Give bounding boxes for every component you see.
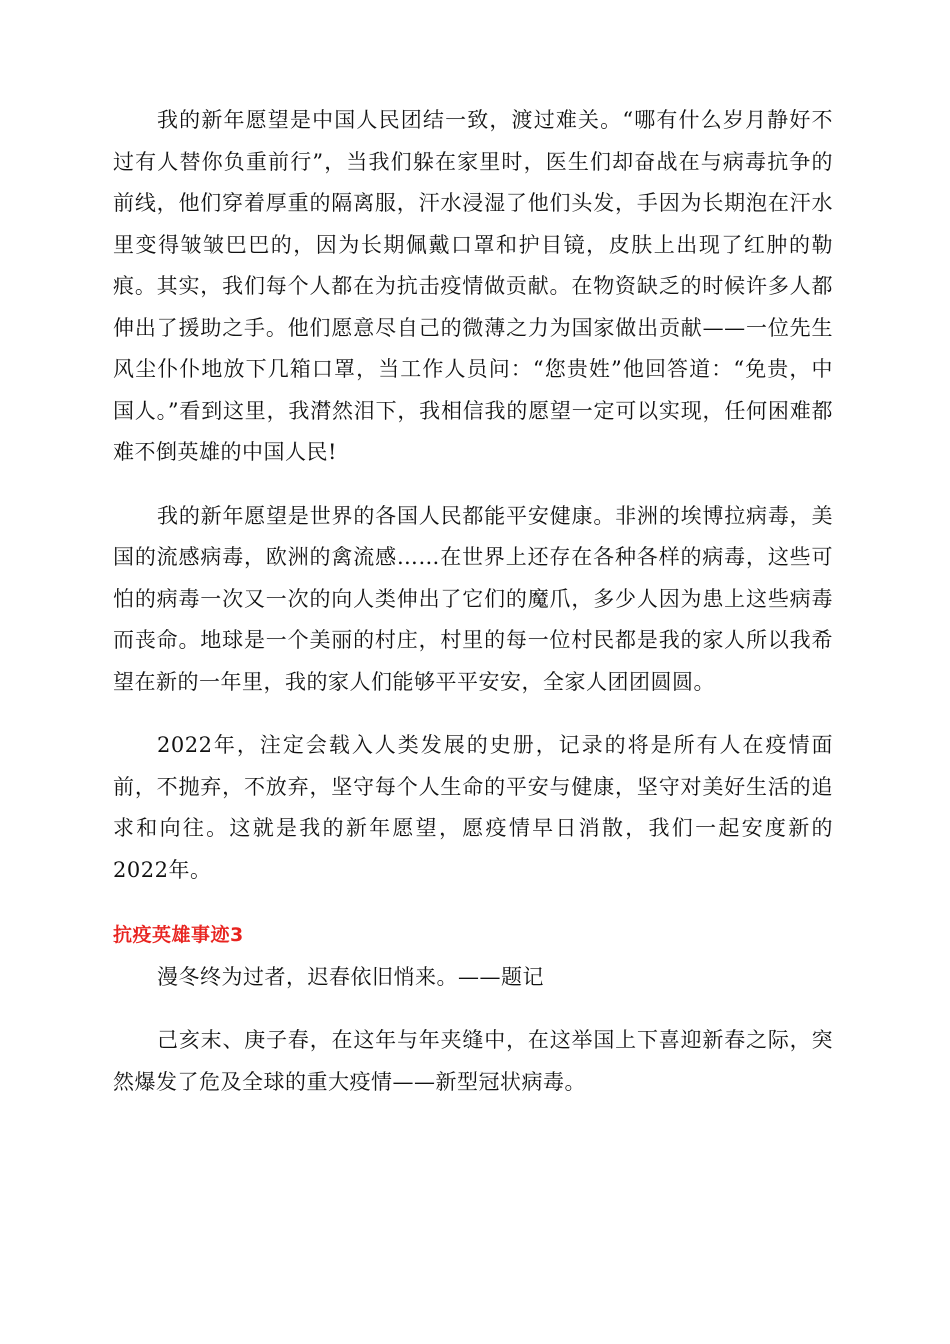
paragraph: 我的新年愿望是世界的各国人民都能平安健康。非洲的埃博拉病毒，美国的流感病毒，欧洲的禽流感……在世界上还存在各种各样的病毒，这些可怕的病毒一次又一次的向人类伸出了它们的魔爪，多少人因为患上这些病毒而丧命。地球是一个美丽的村庄，村里的每一位村民都是我的家人所以我希望在新的一年里，我的家人们能够平平安安，全家人团团圆圆。 [113, 503, 833, 694]
section-heading: 抗疫英雄事迹3 [113, 924, 244, 946]
paragraph: 我的新年愿望是中国人民团结一致，渡过难关。“哪有什么岁月静好不过有人替你负重前行”，当我们躲在家里时，医生们却奋战在与病毒抗争的前线，他们穿着厚重的隔离服，汗水浸湿了他们头发，手因为长期泡在汗水里变得皱皱巴巴的，因为长期佩戴口罩和护目镜，皮肤上出现了红肿的勒痕。其实，我们每个人都在为抗击疫情做贡献。在物资缺乏的时候许多人都伸出了援助之手。他们愿意尽自己的微薄之力为国家做出贡献——一位先生风尘仆仆地放下几箱口罩，当工作人员问：“您贵姓”他回答道：“免贵，中国人。”看到这里，我潸然泪下，我相信我的愿望一定可以实现，任何困难都难不倒英雄的中国人民! [113, 108, 833, 464]
paragraph: 己亥末、庚子春，在这年与年夹缝中，在这举国上下喜迎新春之际，突然爆发了危及全球的重大疫情——新型冠状病毒。 [113, 1028, 833, 1094]
paragraph: 2022年，注定会载入人类发展的史册，记录的将是所有人在疫情面前，不抛弃，不放弃，坚守每个人生命的平安与健康，坚守对美好生活的追求和向往。这就是我的新年愿望，愿疫情早日消散，我们一起安度新的2022年。 [113, 733, 833, 882]
document-body [113, 100, 833, 1103]
epigraph: 漫冬终为过者，迟春依旧悄来。——题记 [157, 964, 544, 989]
